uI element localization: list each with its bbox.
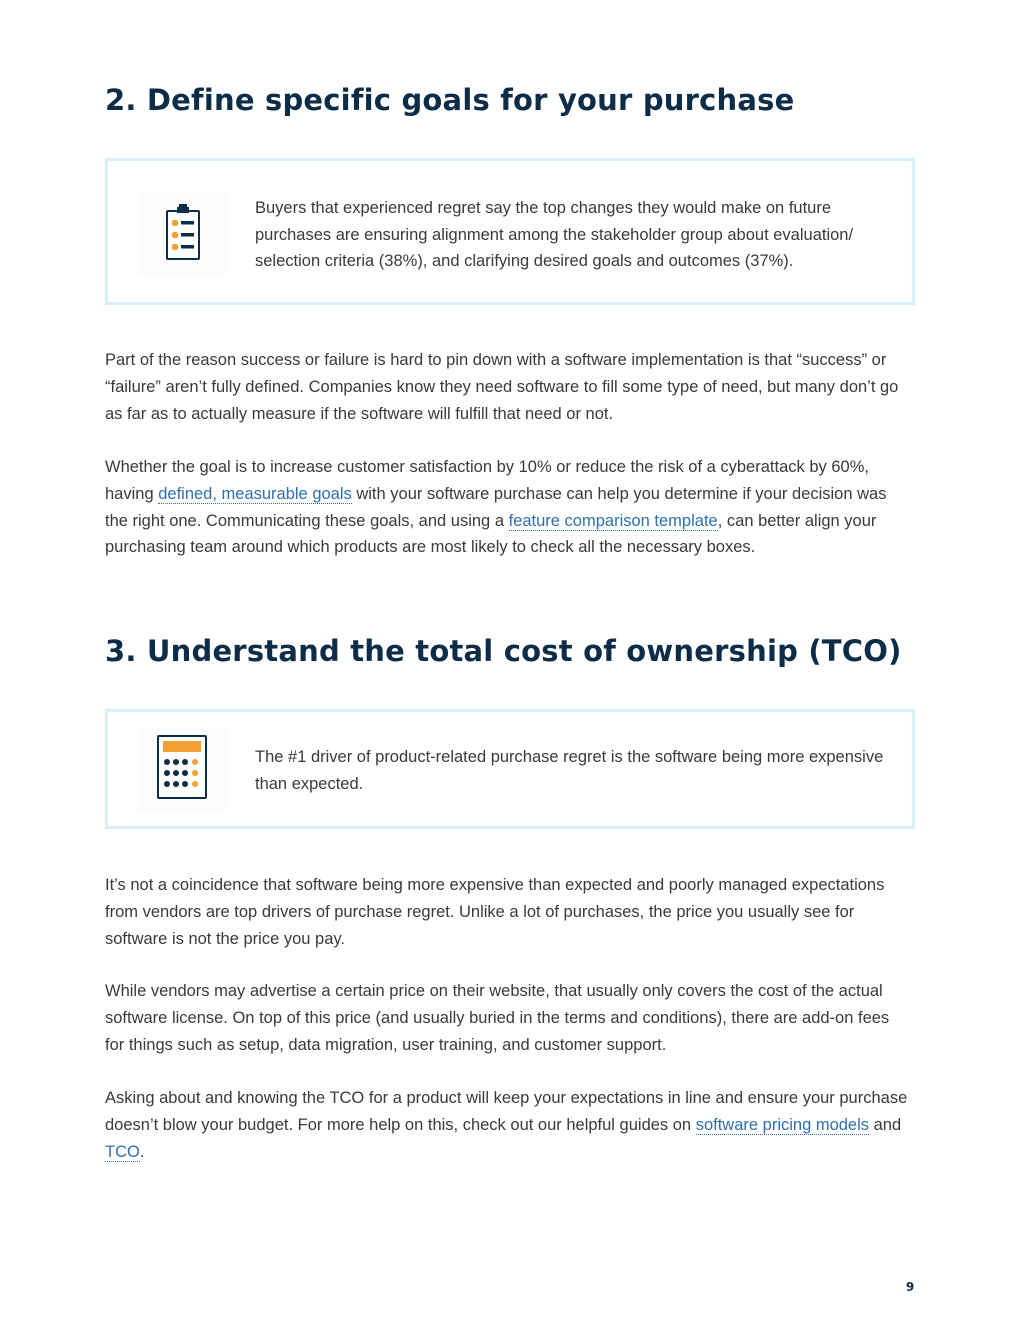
tco-paragraph-3 [105,1085,910,1165]
text-segment: . [139,1142,145,1161]
goals-callout [105,158,915,305]
goals-callout-text: Buyers that experienced regret say the top changes they would make on future purchases are ensuring alignment among the stakeholder group about evaluation/ selection criteria (38%), and clarifying desired goals and outcomes (37%). [255,199,854,270]
defined-measurable-goals-link[interactable]: defined, measurable goals [158,484,352,503]
tco-link[interactable]: TCO [105,1142,140,1161]
section-2-heading: 2. Define specific goals for your purchase [105,83,795,117]
tco-callout [105,709,915,829]
page-number: 9 [905,1280,915,1294]
text-segment: , can better align your purchasing team around which products are most likely to check all the necessary boxes. [105,511,877,557]
text-segment: Asking about and knowing the TCO for a product will keep your expectations in line and ensure your purchase doesn’t blow your budget. For more help on this, check out our helpful guides on [105,1089,908,1134]
software-pricing-models-link[interactable]: software pricing models [695,1115,870,1134]
goals-paragraph-1: Part of the reason success or failure is hard to pin down with a software implementation is that “success” or “failure” aren’t fully defined. Companies know they need software to fill some type of need, but many don’t go as far as to actually measure if the software will fulfill that need or not. [105,351,899,423]
goals-paragraph-2 [105,454,910,561]
tco-paragraph-2: While vendors may advertise a certain price on their website, that usually only covers the cost of the actual software license. On top of this price (and usually buried in the terms and conditions), there are add-on fees for things such as setup, data migration, user training, and customer support. [105,982,890,1054]
text-segment: and [869,1115,902,1134]
calculator-icon [138,728,228,812]
text-segment: with your software purchase can help you determine if your decision was the right one. Communicating these goals, and using a [105,484,887,530]
section-3-heading: 3. Understand the total cost of ownership (TCO) [105,634,902,668]
clipboard-checklist-icon [138,191,228,275]
tco-paragraph-1: It’s not a coincidence that software being more expensive than expected and poorly managed expectations from vendors are top drivers of purchase regret. Unlike a lot of purchases, the price you usually see for software is not the price you pay. [105,876,885,948]
tco-callout-text: The #1 driver of product-related purchase regret is the software being more expensive than expected. [255,748,884,793]
feature-comparison-template-link[interactable]: feature comparison template [508,511,718,530]
text-segment: Whether the goal is to increase customer satisfaction by 10% or reduce the risk of a cyberattack by 60%, having [105,458,869,503]
